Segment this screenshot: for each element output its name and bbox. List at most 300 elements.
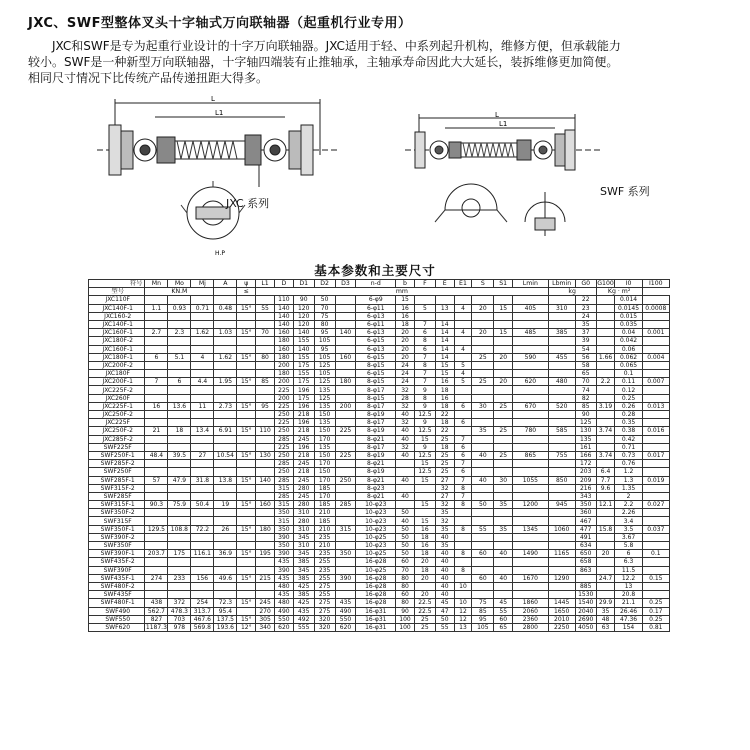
table-cell: 15° (237, 353, 256, 361)
table-cell (642, 411, 669, 419)
table-cell: 140 (274, 304, 293, 312)
table-cell: 1490 (513, 550, 549, 558)
table-cell (168, 582, 191, 590)
table-cell (335, 312, 356, 320)
table-cell: 8-φ19 (356, 411, 396, 419)
table-cell (494, 361, 513, 369)
table-row (89, 607, 670, 615)
model-cell: SWF550 (89, 615, 145, 623)
table-cell (335, 558, 356, 566)
table-cell (214, 468, 237, 476)
table-cell (596, 394, 615, 402)
table-cell: 350 (274, 542, 293, 550)
table-cell: 30 (494, 476, 513, 484)
table-cell: 35 (494, 525, 513, 533)
table-row (89, 304, 670, 312)
col-header: S1 (494, 280, 513, 288)
table-cell: 72.3 (214, 599, 237, 607)
table-body (89, 296, 670, 632)
table-cell: 23 (575, 304, 596, 312)
table-cell: 6-φ11 (356, 320, 396, 328)
table-cell (454, 533, 472, 541)
table-cell: 75 (472, 599, 494, 607)
table-cell: 180 (274, 337, 293, 345)
table-cell: 250 (274, 411, 293, 419)
table-cell: 50 (472, 501, 494, 509)
table-cell: 0.004 (642, 353, 669, 361)
table-cell (214, 361, 237, 369)
table-cell (596, 591, 615, 599)
table-cell (472, 435, 494, 443)
table-cell (454, 394, 472, 402)
table-cell (237, 370, 256, 378)
table-cell (494, 370, 513, 378)
table-cell: 85 (256, 378, 275, 386)
table-cell: 250 (335, 476, 356, 484)
table-cell (513, 320, 549, 328)
table-cell: 90 (575, 411, 596, 419)
table-cell (335, 296, 356, 304)
table-cell (642, 468, 669, 476)
model-cell: SWF315F-2 (89, 484, 145, 492)
table-cell (472, 468, 494, 476)
table-cell: 35 (472, 427, 494, 435)
table-cell: 235 (314, 550, 335, 558)
col-header: Mo (168, 280, 191, 288)
table-cell (596, 312, 615, 320)
table-cell: 20 (494, 353, 513, 361)
table-cell (513, 312, 549, 320)
table-cell: 5.1 (168, 353, 191, 361)
table-cell: 57 (145, 476, 168, 484)
table-cell: 10 (454, 582, 472, 590)
table-cell (168, 320, 191, 328)
table-cell: 280 (293, 517, 314, 525)
table-cell: 6 (615, 550, 642, 558)
table-cell (191, 411, 214, 419)
table-cell: 10-φ25 (356, 533, 396, 541)
table-cell: 56 (575, 353, 596, 361)
col-header: G100 (597, 280, 614, 288)
table-cell (642, 566, 669, 574)
table-cell: 658 (575, 558, 596, 566)
jxc-diagram (95, 95, 345, 255)
table-cell: 8 (454, 484, 472, 492)
table-cell: 620 (513, 378, 549, 386)
table-cell: 225 (274, 419, 293, 427)
table-cell (256, 320, 275, 328)
table-cell: 865 (513, 451, 549, 459)
table-cell (472, 337, 494, 345)
table-cell (494, 312, 513, 320)
table-cell (256, 411, 275, 419)
table-cell: 140 (274, 320, 293, 328)
table-cell: 3.4 (615, 517, 642, 525)
page-title: JXC、SWF型整体叉头十字轴式万向联轴器（起重机行业专用） (28, 16, 412, 31)
table-cell: 85 (472, 607, 494, 615)
table-cell: 2.2 (615, 501, 642, 509)
table-cell (454, 353, 472, 361)
table-cell: 0.35 (615, 419, 642, 427)
table-cell (256, 484, 275, 492)
table-cell: 32 (396, 402, 415, 410)
dim-l: L (211, 95, 215, 103)
model-cell: SWF390F (89, 566, 145, 574)
table-cell: 1540 (575, 599, 596, 607)
table-cell: 135 (314, 386, 335, 394)
table-cell: 6.4 (596, 468, 615, 476)
table-cell: 35 (596, 607, 615, 615)
table-cell: 90 (396, 607, 415, 615)
table-cell (642, 460, 669, 468)
table-cell: 0.12 (615, 386, 642, 394)
table-cell: 45 (494, 599, 513, 607)
table-cell: 60 (396, 591, 415, 599)
table-cell: 70 (575, 378, 596, 386)
table-cell: 6-φ13 (356, 329, 396, 337)
table-cell: 16 (414, 542, 435, 550)
table-cell: 6-φ15 (356, 337, 396, 345)
table-cell (548, 411, 575, 419)
table-cell: 280 (293, 484, 314, 492)
table-cell: 40 (396, 435, 415, 443)
table-cell: 80 (314, 320, 335, 328)
table-cell (494, 533, 513, 541)
params-table (88, 279, 670, 632)
table-cell (414, 509, 435, 517)
table-cell: 250 (274, 427, 293, 435)
table-cell: 2.26 (615, 509, 642, 517)
table-cell (237, 296, 256, 304)
table-cell: 95 (472, 615, 494, 623)
table-row (89, 525, 670, 533)
table-cell (145, 591, 168, 599)
table-cell (214, 435, 237, 443)
table-cell (548, 370, 575, 378)
table-cell: 455 (548, 353, 575, 361)
table-cell: 7 (454, 476, 472, 484)
table-cell: 7 (414, 378, 435, 386)
table-cell (214, 509, 237, 517)
table-cell: 310 (293, 525, 314, 533)
table-cell: 1860 (513, 599, 549, 607)
table-cell: 54 (575, 345, 596, 353)
table-cell (494, 394, 513, 402)
table-cell (168, 361, 191, 369)
table-cell (513, 492, 549, 500)
table-cell: 585 (548, 427, 575, 435)
table-cell: 210 (314, 525, 335, 533)
table-cell (494, 558, 513, 566)
table-cell (596, 370, 615, 378)
table-cell (145, 370, 168, 378)
model-cell: JXC225F (89, 419, 145, 427)
table-cell (191, 296, 214, 304)
table-cell (472, 394, 494, 402)
table-cell: 185 (314, 484, 335, 492)
table-cell: 1345 (513, 525, 549, 533)
table-cell: 15.8 (596, 525, 615, 533)
table-cell (145, 296, 168, 304)
table-cell: 15° (237, 451, 256, 459)
table-cell: 39 (575, 337, 596, 345)
table-cell: 32 (396, 419, 415, 427)
table-cell: 390 (274, 566, 293, 574)
table-cell (596, 419, 615, 427)
table-cell (548, 443, 575, 451)
table-cell (472, 386, 494, 394)
table-row (89, 411, 670, 419)
table-cell: 4 (454, 370, 472, 378)
col-header: n-d (356, 280, 396, 288)
table-cell: 315 (274, 517, 293, 525)
table-cell: 0.062 (615, 353, 642, 361)
table-cell: 9 (414, 443, 435, 451)
table-cell: 0.25 (642, 615, 669, 623)
col-header: S (472, 280, 494, 288)
table-cell (214, 312, 237, 320)
table-cell: 32 (396, 443, 415, 451)
corner-top: 符号 (130, 280, 143, 288)
table-cell: 40 (435, 550, 454, 558)
intro-line: 相同尺寸情况下比传统产品传递扭距大得多。 (28, 71, 269, 85)
table-cell (335, 443, 356, 451)
table-cell: 8-φ21 (356, 460, 396, 468)
table-cell: 550 (274, 615, 293, 623)
table-cell (472, 542, 494, 550)
table-cell (191, 484, 214, 492)
table-cell: 0.11 (615, 378, 642, 386)
model-cell: SWF350F (89, 542, 145, 550)
model-cell: SWF480F-1 (89, 599, 145, 607)
model-cell: JXC110F (89, 296, 145, 304)
table-cell (548, 435, 575, 443)
model-cell: SWF225F (89, 443, 145, 451)
table-cell: 2010 (548, 615, 575, 623)
table-cell (191, 394, 214, 402)
table-cell: 255 (314, 574, 335, 582)
table-cell: 2360 (513, 615, 549, 623)
table-cell: 16 (145, 402, 168, 410)
table-cell (454, 296, 472, 304)
table-cell: 196 (293, 419, 314, 427)
table-cell (145, 558, 168, 566)
table-cell (472, 443, 494, 451)
table-cell (548, 361, 575, 369)
table-cell: 20 (396, 345, 415, 353)
table-cell (214, 443, 237, 451)
table-cell: 20 (414, 574, 435, 582)
table-cell (256, 337, 275, 345)
table-cell: 827 (145, 615, 168, 623)
table-cell: 1445 (548, 599, 575, 607)
table-cell (414, 492, 435, 500)
table-cell: 12.5 (414, 427, 435, 435)
table-cell (472, 566, 494, 574)
col-header: ψ (237, 280, 256, 288)
table-cell (256, 443, 275, 451)
table-cell: 315 (274, 484, 293, 492)
table-cell: 40 (396, 427, 415, 435)
table-cell: 8-φ21 (356, 435, 396, 443)
table-cell (256, 345, 275, 353)
table-cell: 275 (314, 582, 335, 590)
table-cell (513, 591, 549, 599)
table-cell (335, 566, 356, 574)
table-row (89, 501, 670, 509)
table-cell: 340 (256, 623, 275, 631)
table-cell: 245 (293, 476, 314, 484)
table-cell: 16 (435, 394, 454, 402)
table-cell: 0.017 (642, 451, 669, 459)
intro-text (28, 38, 708, 86)
table-cell (494, 419, 513, 427)
table-cell: 50 (396, 533, 415, 541)
table-cell: 385 (293, 574, 314, 582)
table-cell (145, 509, 168, 517)
table-cell (596, 517, 615, 525)
table-cell: 390 (274, 550, 293, 558)
table-cell: 2.3 (168, 329, 191, 337)
table-row (89, 329, 670, 337)
table-cell: 120 (293, 304, 314, 312)
table-cell: 7 (454, 460, 472, 468)
table-cell: 477 (575, 525, 596, 533)
model-cell: SWF490 (89, 607, 145, 615)
table-cell: 35 (435, 509, 454, 517)
table-cell (396, 460, 415, 468)
table-cell (454, 591, 472, 599)
table-cell (145, 411, 168, 419)
table-cell (494, 443, 513, 451)
table-cell: 780 (513, 427, 549, 435)
table-cell (454, 558, 472, 566)
table-cell (335, 411, 356, 419)
model-cell: SWF390F-1 (89, 550, 145, 558)
table-cell (494, 320, 513, 328)
table-cell: 196 (293, 443, 314, 451)
table-cell (494, 542, 513, 550)
table-cell (494, 591, 513, 599)
table-cell: 135 (314, 419, 335, 427)
table-cell: 14 (435, 337, 454, 345)
table-cell: 11.5 (615, 566, 642, 574)
table-row (89, 542, 670, 550)
table-cell: 14 (435, 320, 454, 328)
table-cell: 225 (335, 427, 356, 435)
table-row (89, 492, 670, 500)
table-cell: 6-φ9 (356, 296, 396, 304)
table-cell: 200 (274, 361, 293, 369)
table-cell (596, 582, 615, 590)
table-cell: 218 (293, 427, 314, 435)
model-cell: JXC180F-1 (89, 353, 145, 361)
table-cell: 218 (293, 411, 314, 419)
table-cell (596, 542, 615, 550)
table-cell (642, 517, 669, 525)
table-cell: 4 (454, 329, 472, 337)
table-cell: 55 (472, 525, 494, 533)
table-cell (335, 370, 356, 378)
table-cell (596, 558, 615, 566)
table-cell: 385 (293, 591, 314, 599)
table-cell: 1.3 (615, 476, 642, 484)
table-cell: 24 (575, 312, 596, 320)
table-cell: 6-φ11 (356, 304, 396, 312)
model-cell: SWF250F (89, 468, 145, 476)
table-cell: 2800 (513, 623, 549, 631)
table-cell (237, 435, 256, 443)
table-cell (168, 337, 191, 345)
table-cell: 945 (548, 501, 575, 509)
table-cell (214, 386, 237, 394)
table-cell (191, 582, 214, 590)
table-cell (335, 361, 356, 369)
table-cell: 218 (293, 451, 314, 459)
table-cell (494, 435, 513, 443)
table-cell (214, 582, 237, 590)
table-cell: 40 (435, 582, 454, 590)
table-cell: 4.4 (191, 378, 214, 386)
table-cell: 233 (168, 574, 191, 582)
table-cell (237, 558, 256, 566)
model-cell: SWF315F-1 (89, 501, 145, 509)
table-cell: 7 (454, 492, 472, 500)
table-cell: 161 (575, 443, 596, 451)
table-cell: 180 (274, 353, 293, 361)
table-cell: 15° (237, 476, 256, 484)
dim-hp: H.P (215, 250, 225, 255)
model-cell: JXC260F (89, 394, 145, 402)
col-header: D (274, 280, 293, 288)
table-cell (191, 468, 214, 476)
table-cell (548, 517, 575, 525)
table-cell (168, 566, 191, 574)
table-cell: 7 (145, 378, 168, 386)
table-row (89, 615, 670, 623)
table-cell (596, 492, 615, 500)
table-cell: 95 (314, 329, 335, 337)
table-cell: 6 (454, 451, 472, 459)
table-cell (435, 312, 454, 320)
table-cell (191, 443, 214, 451)
table-row (89, 312, 670, 320)
table-cell (513, 542, 549, 550)
table-cell (454, 411, 472, 419)
table-cell: 1670 (513, 574, 549, 582)
table-cell (237, 386, 256, 394)
table-cell: 185 (314, 501, 335, 509)
header-row (89, 280, 670, 288)
table-cell: 313.7 (191, 607, 214, 615)
intro-line: 较小。SWF是一种新型万向联轴器，十字轴四端装有止推轴承，主轴承寿命因此大大延长，装拆维修更加简便。 (28, 55, 619, 69)
table-cell (513, 370, 549, 378)
table-cell: 16 (396, 304, 415, 312)
table-cell: 55 (256, 304, 275, 312)
table-cell: 850 (548, 476, 575, 484)
table-cell: 6 (414, 329, 435, 337)
table-cell (335, 591, 356, 599)
table-cell: 20 (472, 304, 494, 312)
table-cell: 7.7 (596, 476, 615, 484)
table-cell (335, 386, 356, 394)
table-cell: 4 (454, 304, 472, 312)
table-cell: 50 (396, 509, 415, 517)
table-cell: 216 (575, 484, 596, 492)
table-cell (214, 558, 237, 566)
table-cell (642, 312, 669, 320)
table-cell: 755 (548, 451, 575, 459)
